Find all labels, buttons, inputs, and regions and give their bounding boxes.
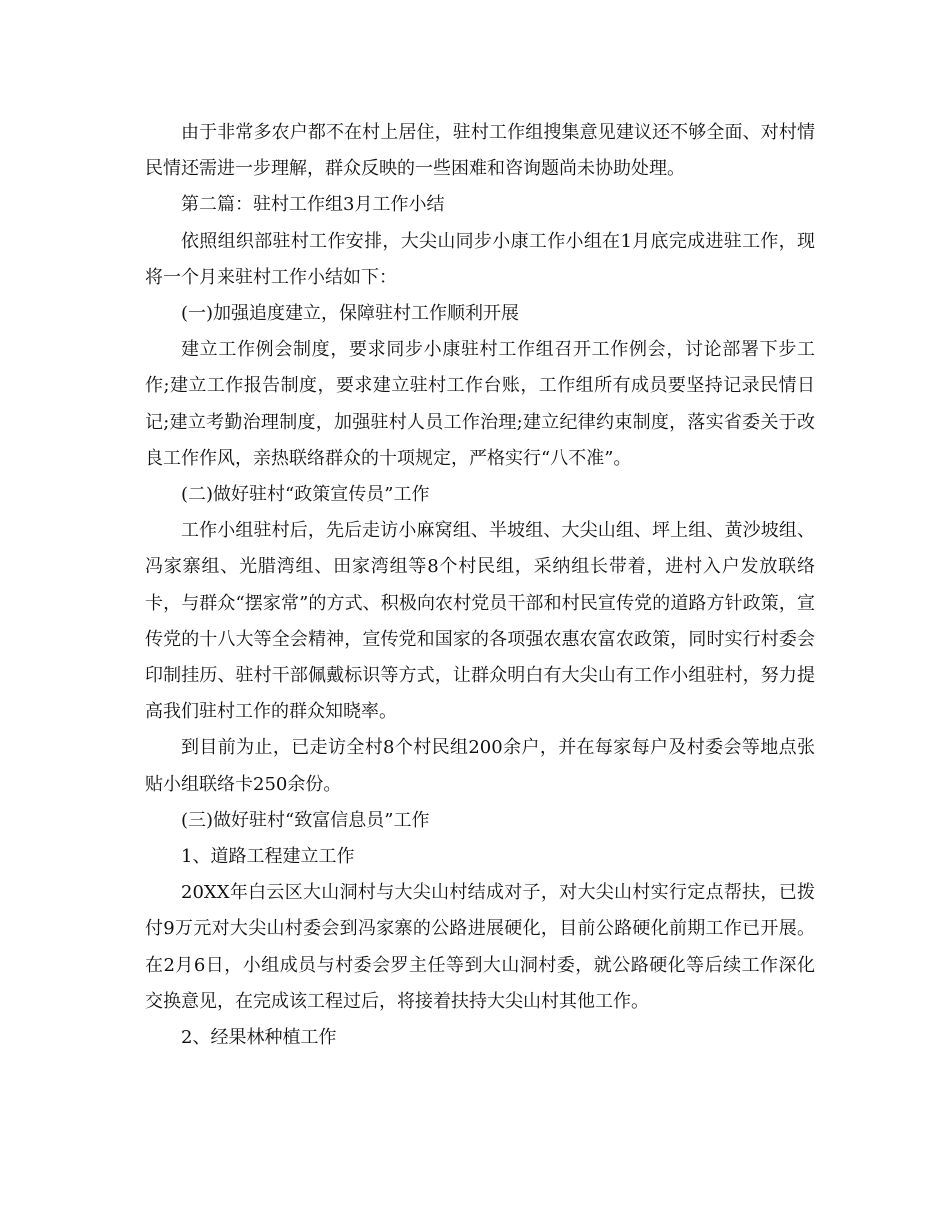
paragraph-5: 建立工作例会制度，要求同步小康驻村工作组召开工作例会，讨论部署下步工作;建立工作报告制度，要求建立驻村工作台账，工作组所有成员要坚持记录民情日记;建立考勤治理制度，加强驻村人员工作治理;建立纪律约束制度，落实省委关于改良工作作风，亲热联络群众的十项规定，严格实行“八不准”。 — [145, 339, 815, 469]
paragraph-12-subheading: 2、经果林种植工作 — [181, 1027, 337, 1049]
paragraph-3: 依照组织部驻村工作安排，大尖山同步小康工作小组在1月底完成进驻工作，现将一个月来驻村工作小结如下： — [145, 230, 815, 288]
paragraph-1: 由于非常多农户都不在村上居住，驻村工作组搜集意见建议还不够全面、对村情民情还需进一步理解，群众反映的一些困难和咨询题尚未协助处理。 — [145, 122, 815, 180]
paragraph-9-heading: (三)做好驻村“致富信息员”工作 — [181, 809, 430, 831]
paragraph-2-section-title: 第二篇：驻村工作组3月工作小结 — [181, 194, 445, 216]
paragraph-4-heading: (一)加强追度建立，保障驻村工作顺利开展 — [181, 303, 520, 325]
paragraph-6-heading: (二)做好驻村“政策宣传员”工作 — [181, 484, 430, 506]
document-body — [145, 115, 815, 1056]
paragraph-11: 20XX年白云区大山洞村与大尖山村结成对子，对大尖山村实行定点帮扶，已拨付9万元对大尖山村委会到冯家寨的公路进展硬化，目前公路硬化前期工作已开展。在2月6日，小组成员与村委会罗主任等到大山洞村委，就公路硬化等后续工作深化交换意见，在完成该工程过后，将接着扶持大尖山村其他工作。 — [145, 882, 815, 1012]
paragraph-7: 工作小组驻村后，先后走访小麻窝组、半坡组、大尖山组、坪上组、黄沙坡组、冯家寨组、光腊湾组、田家湾组等8个村民组，采纳组长带着，进村入户发放联络卡，与群众“摆家常”的方式、积极向农村党员干部和村民宣传党的道路方针政策，宣传党的十八大等全会精神，宣传党和国家的各项强农惠农富农政策，同时实行村委会印制挂历、驻村干部佩戴标识等方式，让群众明白有大尖山有工作小组驻村，努力提高我们驻村工作的群众知晓率。 — [145, 520, 815, 723]
paragraph-10-subheading: 1、道路工程建立工作 — [181, 846, 355, 868]
paragraph-8: 到目前为止，已走访全村8个村民组200余户，并在每家每户及村委会等地点张贴小组联络卡250余份。 — [145, 737, 815, 795]
